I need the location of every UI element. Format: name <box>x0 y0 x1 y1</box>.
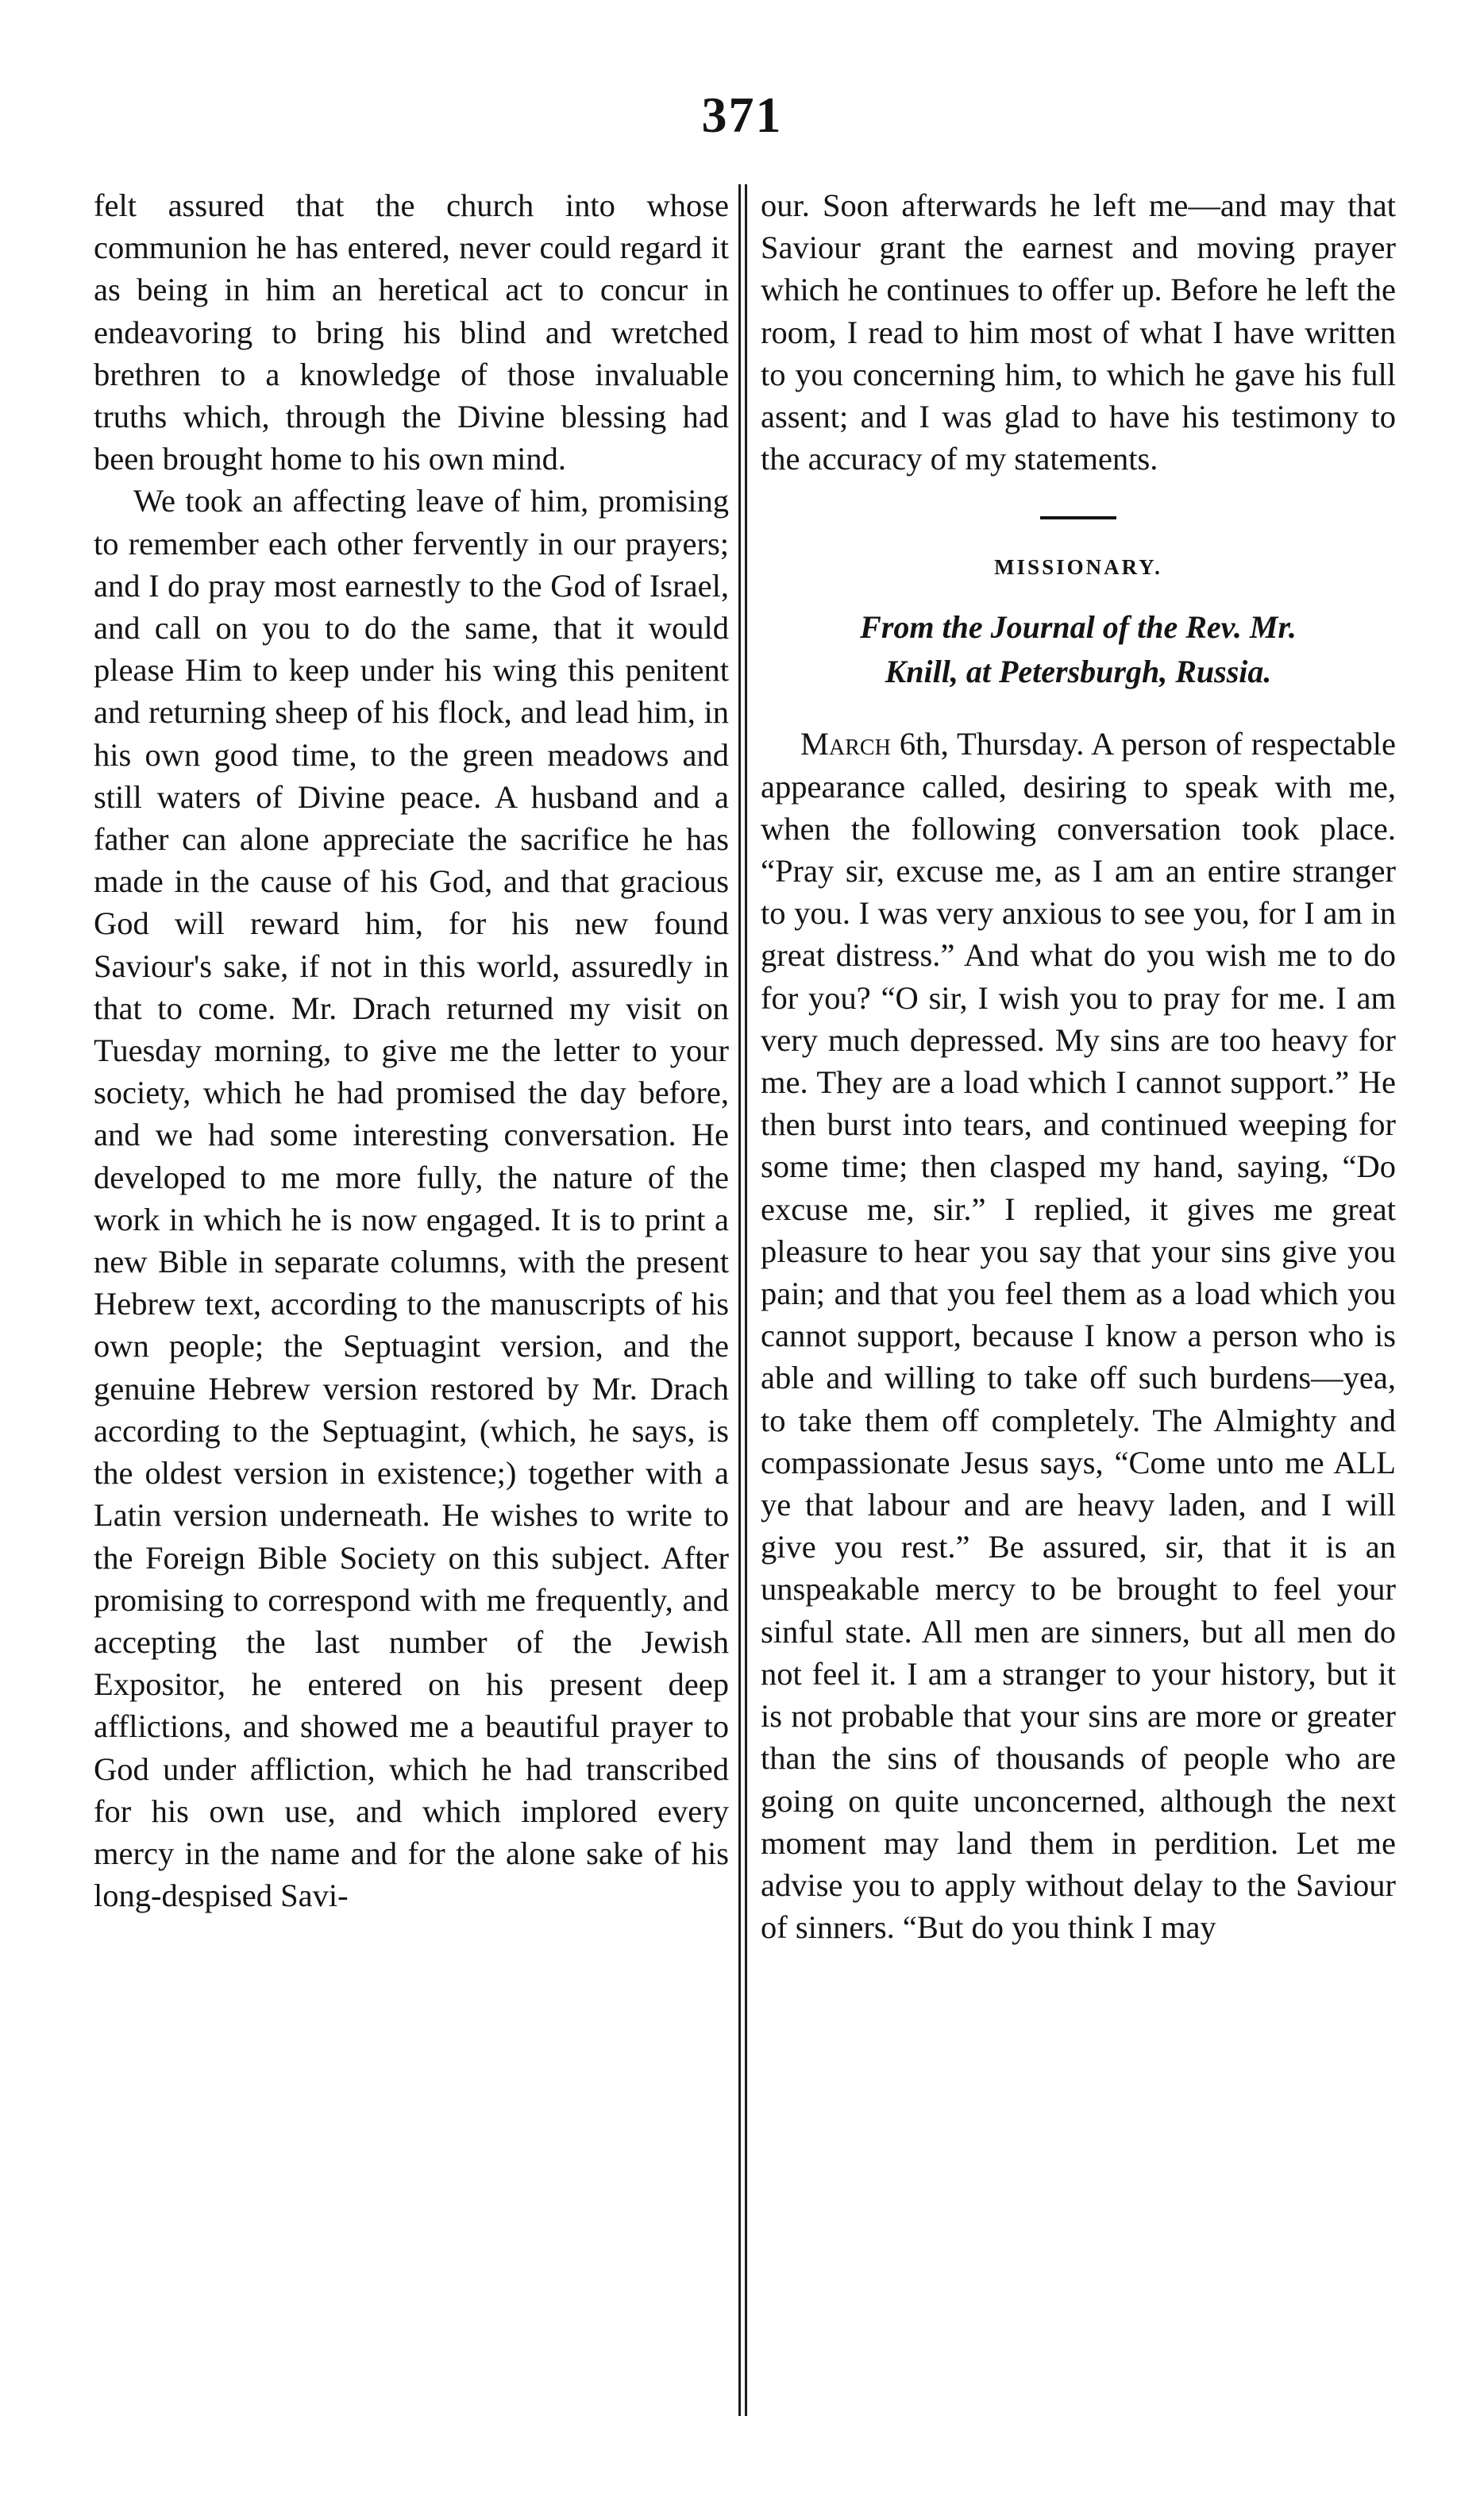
date-heading: March <box>800 726 891 762</box>
section-rule <box>1040 516 1116 519</box>
paragraph <box>761 723 1396 1948</box>
article-title-line: From the Journal of the Rev. Mr. <box>860 609 1297 646</box>
right-column <box>761 184 1396 1948</box>
paragraph: We took an affecting leave of him, promising to remember each other fervently in our prayers; and I do pray most earnestly to the God of Israel, and call on you to do the same, that it would please Him to keep under his wing this penitent and returning sheep of his flock, and lead him, in his own good time, to the green meadows and still waters of Divine peace. A husband and a father can alone appreciate the sacrifice he has made in the cause of his God, and that gracious God will reward him, for his new found Saviour's sake, if not in this world, assuredly in that to come. Mr. Drach returned my visit on Tuesday morning, to give me the letter to your society, which he had promised the day before, and we had some interesting conversation. He developed to me more fully, the nature of the work in which he is now engaged. It is to print a new Bible in separate columns, with the present Hebrew text, according to the manuscripts of his own people; the Septuagint version, and the genuine Hebrew version restored by Mr. Drach according to the Septuagint, (which, he says, is the oldest version in existence;) together with a Latin version underneath. He wishes to write to the Foreign Bible Society on this subject. After promising to correspond with me frequently, and accepting the last number of the Jewish Expositor, he entered on his present deep afflictions, and showed me a beautiful prayer to God under affliction, which he had transcribed for his own use, and which implored every mercy in the name and for the alone sake of his long-despised Savi- <box>94 483 729 1914</box>
page-number: 371 <box>701 87 783 143</box>
paragraph: felt assured that the church into whose communion he has entered, never could regard it as being in him an heretical act to concur in endeavoring to bring his blind and wretched brethren to a knowledge of those invaluable truths which, through the Divine blessing had been brought home to his own mind. <box>94 187 729 477</box>
article-title-line: Knill, at Petersburgh, Russia. <box>885 654 1272 690</box>
paragraph-body: 6th, Thursday. A person of respectable appearance called, desiring to speak with me, when the following conversation took place. “Pray sir, excuse me, as I am an entire stranger to you. I was very anxious to see you, for I am in great distress.” And what do you wish me to do for you? “O sir, I wish you to pray for me. I am very much depressed. My sins are too heavy for me. They are a load which I cannot support.” He then burst into tears, and continued weeping for some time; then clasped my hand, saying, “Do excuse me, sir.” I replied, it gives me great pleasure to hear you say that your sins give you pain; and that you feel them as a load which you cannot support, because I know a person who is able and willing to take off such burdens—yea, to take them off completely. The Almighty and compassionate Jesus says, “Come unto me ALL ye that labour and are heavy laden, and I will give you rest.” Be assured, sir, that it is an unspeakable mercy to be brought to feel your sinful state. All men are sinners, but all men do not feel it. I am a stranger to your history, but it is not probable that your sins are more or greater than the sins of thousands of people who are going on quite unconcerned, although the next moment may land them in perdition. Let me advise you to apply without delay to the Saviour of sinners. “But do you think I may <box>761 726 1396 1946</box>
left-column <box>94 184 729 1916</box>
column-divider <box>738 184 741 2416</box>
section-label: MISSIONARY. <box>994 555 1162 580</box>
column-divider <box>745 184 747 2416</box>
paragraph: our. Soon afterwards he left me—and may that Saviour grant the earnest and moving prayer which he continues to offer up. Before he left the room, I read to him most of what I have written to you concerning him, to which he gave his full assent; and I was glad to have his testimony to the accuracy of my statements. <box>761 187 1396 477</box>
article-title <box>761 605 1396 694</box>
